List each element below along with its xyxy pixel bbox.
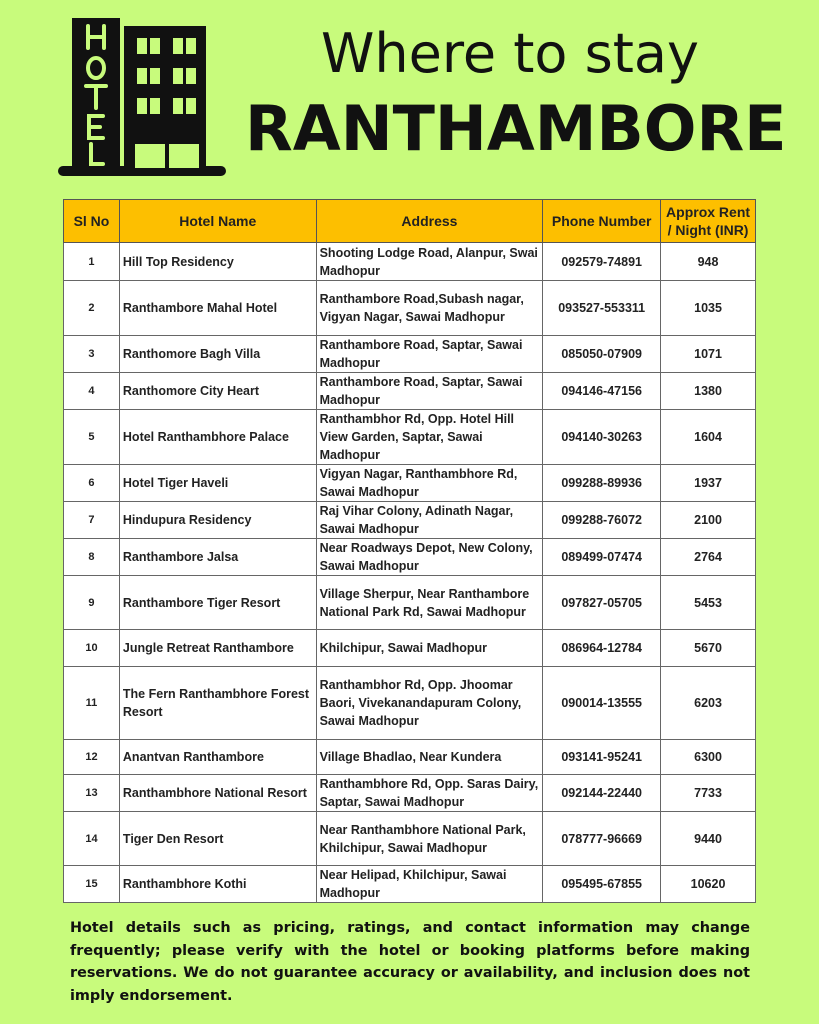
table-row bbox=[64, 502, 756, 539]
sl-no-cell: 13 bbox=[64, 775, 120, 812]
hotel-name-cell: Ranthambore Jalsa bbox=[119, 539, 316, 576]
phone-cell: 094140-30263 bbox=[543, 410, 661, 465]
address-cell: Ranthambore Road, Saptar, Sawai Madhopur bbox=[316, 373, 543, 410]
sl-no-cell: 8 bbox=[64, 539, 120, 576]
hotel-name-cell: Ranthambhore Kothi bbox=[119, 866, 316, 903]
address-cell: Near Helipad, Khilchipur, Sawai Madhopur bbox=[316, 866, 543, 903]
table-row bbox=[64, 465, 756, 502]
hotel-table bbox=[63, 199, 756, 903]
address-cell: Raj Vihar Colony, Adinath Nagar, Sawai Madhopur bbox=[316, 502, 543, 539]
sl-no-cell: 5 bbox=[64, 410, 120, 465]
phone-cell: 094146-47156 bbox=[543, 373, 661, 410]
hotel-name-cell: Ranthomore Bagh Villa bbox=[119, 336, 316, 373]
rent-cell: 1380 bbox=[661, 373, 756, 410]
hotel-name-cell: Hindupura Residency bbox=[119, 502, 316, 539]
address-cell: Khilchipur, Sawai Madhopur bbox=[316, 630, 543, 667]
hotel-name-cell: Anantvan Ranthambore bbox=[119, 740, 316, 775]
sl-no-cell: 4 bbox=[64, 373, 120, 410]
sl-no-cell: 11 bbox=[64, 667, 120, 740]
hotel-name-cell: Ranthambhore National Resort bbox=[119, 775, 316, 812]
phone-cell: 086964-12784 bbox=[543, 630, 661, 667]
table-row bbox=[64, 775, 756, 812]
address-cell: Ranthambhore Rd, Opp. Saras Dairy, Saptar, Sawai Madhopur bbox=[316, 775, 543, 812]
hotel-name-cell: Jungle Retreat Ranthambore bbox=[119, 630, 316, 667]
rent-cell: 6300 bbox=[661, 740, 756, 775]
sl-no-cell: 14 bbox=[64, 812, 120, 866]
rent-cell: 7733 bbox=[661, 775, 756, 812]
table-row bbox=[64, 740, 756, 775]
title-line-1: Where to stay bbox=[321, 22, 699, 85]
rent-cell: 1604 bbox=[661, 410, 756, 465]
rent-cell: 1937 bbox=[661, 465, 756, 502]
header-phone: Phone Number bbox=[543, 200, 661, 243]
hotel-name-cell: Tiger Den Resort bbox=[119, 812, 316, 866]
rent-cell: 5453 bbox=[661, 576, 756, 630]
sl-no-cell: 2 bbox=[64, 281, 120, 336]
address-cell: Ranthambhor Rd, Opp. Jhoomar Baori, Vivekanandapuram Colony, Sawai Madhopur bbox=[316, 667, 543, 740]
phone-cell: 097827-05705 bbox=[543, 576, 661, 630]
hotel-name-cell: Hill Top Residency bbox=[119, 243, 316, 281]
rent-cell: 2100 bbox=[661, 502, 756, 539]
table-row bbox=[64, 410, 756, 465]
sl-no-cell: 3 bbox=[64, 336, 120, 373]
disclaimer: Hotel details such as pricing, ratings, and contact information may change frequently; please verify with the hotel or booking platforms before making reservations. We do not guarantee accuracy or availability, and inclusion does not imply endorsement. bbox=[70, 920, 750, 1004]
rent-cell: 5670 bbox=[661, 630, 756, 667]
header-rent: Approx Rent / Night (INR) bbox=[661, 200, 756, 243]
title-line-2: RANTHAMBORE bbox=[245, 92, 787, 165]
address-cell: Ranthambore Road,Subash nagar, Vigyan Nagar, Sawai Madhopur bbox=[316, 281, 543, 336]
hotel-building-icon bbox=[55, 18, 230, 180]
phone-cell: 099288-89936 bbox=[543, 465, 661, 502]
hotel-name-cell: The Fern Ranthambhore Forest Resort bbox=[119, 667, 316, 740]
table-row bbox=[64, 373, 756, 410]
rent-cell: 1035 bbox=[661, 281, 756, 336]
sl-no-cell: 6 bbox=[64, 465, 120, 502]
phone-cell: 089499-07474 bbox=[543, 539, 661, 576]
address-cell: Shooting Lodge Road, Alanpur, Swai Madhopur bbox=[316, 243, 543, 281]
address-cell: Village Bhadlao, Near Kundera bbox=[316, 740, 543, 775]
rent-cell: 1071 bbox=[661, 336, 756, 373]
phone-cell: 092144-22440 bbox=[543, 775, 661, 812]
table-row bbox=[64, 539, 756, 576]
phone-cell: 095495-67855 bbox=[543, 866, 661, 903]
table-row bbox=[64, 667, 756, 740]
address-cell: Vigyan Nagar, Ranthambhore Rd, Sawai Madhopur bbox=[316, 465, 543, 502]
table-row bbox=[64, 336, 756, 373]
phone-cell: 085050-07909 bbox=[543, 336, 661, 373]
sl-no-cell: 7 bbox=[64, 502, 120, 539]
sl-no-cell: 1 bbox=[64, 243, 120, 281]
hotel-name-cell: Ranthomore City Heart bbox=[119, 373, 316, 410]
header-sl-no: Sl No bbox=[64, 200, 120, 243]
phone-cell: 093527-553311 bbox=[543, 281, 661, 336]
hotel-name-cell: Hotel Ranthambhore Palace bbox=[119, 410, 316, 465]
sl-no-cell: 12 bbox=[64, 740, 120, 775]
hotel-name-cell: Ranthambore Mahal Hotel bbox=[119, 281, 316, 336]
table-row bbox=[64, 576, 756, 630]
hotel-name-cell: Hotel Tiger Haveli bbox=[119, 465, 316, 502]
table-row bbox=[64, 281, 756, 336]
sl-no-cell: 15 bbox=[64, 866, 120, 903]
address-cell: Near Roadways Depot, New Colony, Sawai Madhopur bbox=[316, 539, 543, 576]
rent-cell: 6203 bbox=[661, 667, 756, 740]
header-address: Address bbox=[316, 200, 543, 243]
rent-cell: 10620 bbox=[661, 866, 756, 903]
table-row bbox=[64, 243, 756, 281]
table-row bbox=[64, 812, 756, 866]
header-hotel-name: Hotel Name bbox=[119, 200, 316, 243]
sl-no-cell: 9 bbox=[64, 576, 120, 630]
table-row bbox=[64, 630, 756, 667]
phone-cell: 099288-76072 bbox=[543, 502, 661, 539]
phone-cell: 078777-96669 bbox=[543, 812, 661, 866]
phone-cell: 092579-74891 bbox=[543, 243, 661, 281]
table-header-row bbox=[64, 200, 756, 243]
rent-cell: 9440 bbox=[661, 812, 756, 866]
rent-cell: 948 bbox=[661, 243, 756, 281]
address-cell: Ranthambore Road, Saptar, Sawai Madhopur bbox=[316, 336, 543, 373]
table-row bbox=[64, 866, 756, 903]
address-cell: Village Sherpur, Near Ranthambore National Park Rd, Sawai Madhopur bbox=[316, 576, 543, 630]
address-cell: Ranthambhor Rd, Opp. Hotel Hill View Garden, Saptar, Sawai Madhopur bbox=[316, 410, 543, 465]
address-cell: Near Ranthambhore National Park, Khilchipur, Sawai Madhopur bbox=[316, 812, 543, 866]
phone-cell: 093141-95241 bbox=[543, 740, 661, 775]
phone-cell: 090014-13555 bbox=[543, 667, 661, 740]
sl-no-cell: 10 bbox=[64, 630, 120, 667]
rent-cell: 2764 bbox=[661, 539, 756, 576]
hotel-name-cell: Ranthambore Tiger Resort bbox=[119, 576, 316, 630]
